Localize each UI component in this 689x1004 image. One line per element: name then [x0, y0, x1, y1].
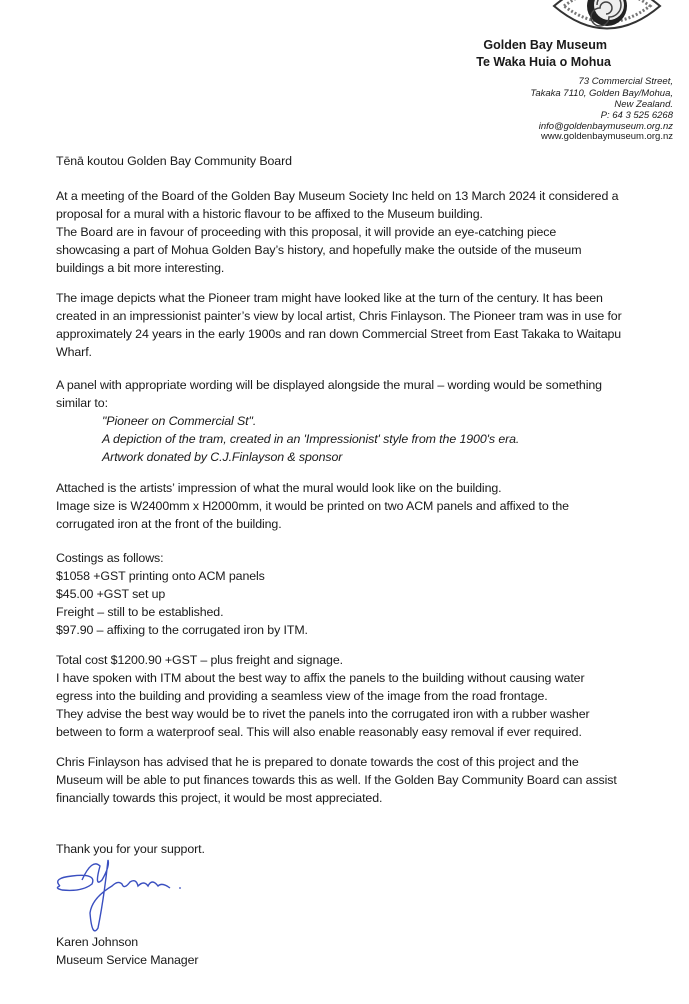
- paragraph-line: Chris Finlayson has advised that he is prepared to donate towards the cost of this project and the: [56, 755, 579, 769]
- paragraph-line: Total cost $1200.90 +GST – plus freight and signage.: [56, 653, 343, 667]
- paragraph-line: Wharf.: [56, 345, 92, 359]
- paragraph-line: financially towards this project, it would be most appreciated.: [56, 791, 383, 805]
- paragraph-line: Attached is the artists’ impression of what the mural would look like on the building.: [56, 481, 502, 495]
- address-line: Takaka 7110, Golden Bay/Mohua,: [530, 88, 673, 99]
- greeting: Tēnā koutou Golden Bay Community Board: [56, 154, 292, 168]
- paragraph-line: Artwork donated by C.J.Finlayson & sponsor: [102, 450, 343, 464]
- paragraph-line: buildings a bit more interesting.: [56, 261, 225, 275]
- paragraph-line: Freight – still to be established.: [56, 605, 224, 619]
- signatory-title: Museum Service Manager: [56, 953, 199, 967]
- paragraph-line: between to form a waterproof seal. This will also enable reasonably easy removal if ever required.: [56, 725, 582, 739]
- paragraph-line: $97.90 – affixing to the corrugated iron by ITM.: [56, 623, 308, 637]
- paragraph-line: approximately 24 years in the early 1900s and ran down Commercial Street from East Takaka to Waitapu: [56, 327, 622, 341]
- address-line: P: 64 3 525 6268: [600, 110, 673, 121]
- website: www.goldenbaymuseum.org.nz: [540, 131, 673, 142]
- paragraph-line: $1058 +GST printing onto ACM panels: [56, 569, 265, 583]
- paragraph-line: The Board are in favour of proceeding with this proposal, it will provide an eye-catching piece: [56, 225, 557, 239]
- closing: Thank you for your support.: [56, 842, 205, 856]
- paragraph-line: showcasing a part of Mohua Golden Bay’s history, and hopefully make the outside of the museum: [56, 243, 582, 257]
- paragraph-line: I have spoken with ITM about the best way to affix the panels to the building without causing water: [56, 671, 585, 685]
- paragraph-line: A depiction of the tram, created in an 'Impressionist' style from the 1900's era.: [102, 432, 520, 446]
- paragraph-line: similar to:: [56, 396, 108, 410]
- paragraph-line: Image size is W2400mm x H2000mm, it would be printed on two ACM panels and affixed to the: [56, 499, 569, 513]
- address-line: New Zealand.: [614, 99, 673, 110]
- paragraph-line: $45.00 +GST set up: [56, 587, 166, 601]
- paragraph-line: The image depicts what the Pioneer tram might have looked like at the turn of the century. It has been: [56, 291, 603, 305]
- paragraph-line: At a meeting of the Board of the Golden Bay Museum Society Inc held on 13 March 2024 it considered a: [56, 189, 619, 203]
- paragraph-line: Costings as follows:: [56, 551, 164, 565]
- signatory-name: Karen Johnson: [56, 935, 139, 949]
- paragraph-line: A panel with appropriate wording will be displayed alongside the mural – wording would be something: [56, 378, 602, 392]
- museum-logo-icon: [552, 0, 662, 38]
- address-line: info@goldenbaymuseum.org.nz: [538, 121, 673, 132]
- signature: [52, 858, 202, 934]
- address-line: 73 Commercial Street,: [578, 76, 673, 87]
- paragraph-line: egress into the building and providing a seamless view of the image from the road frontage.: [56, 689, 548, 703]
- paragraph-line: corrugated iron at the front of the building.: [56, 517, 282, 531]
- org-name: Golden Bay Museum: [483, 38, 607, 52]
- paragraph-line: Museum will be able to put finances towards this as well. If the Golden Bay Community Board can assist: [56, 773, 617, 787]
- paragraph-line: They advise the best way would be to rivet the panels into the corrugated iron with a rubber washer: [56, 707, 590, 721]
- paragraph-line: proposal for a mural with a historic flavour to be affixed to the Museum building.: [56, 207, 483, 221]
- org-name-maori: Te Waka Huia o Mohua: [476, 55, 611, 69]
- paragraph-line: created in an impressionist painter’s view by local artist, Chris Finlayson. The Pioneer tram was in use for: [56, 309, 622, 323]
- paragraph-line: "Pioneer on Commercial St".: [102, 414, 257, 428]
